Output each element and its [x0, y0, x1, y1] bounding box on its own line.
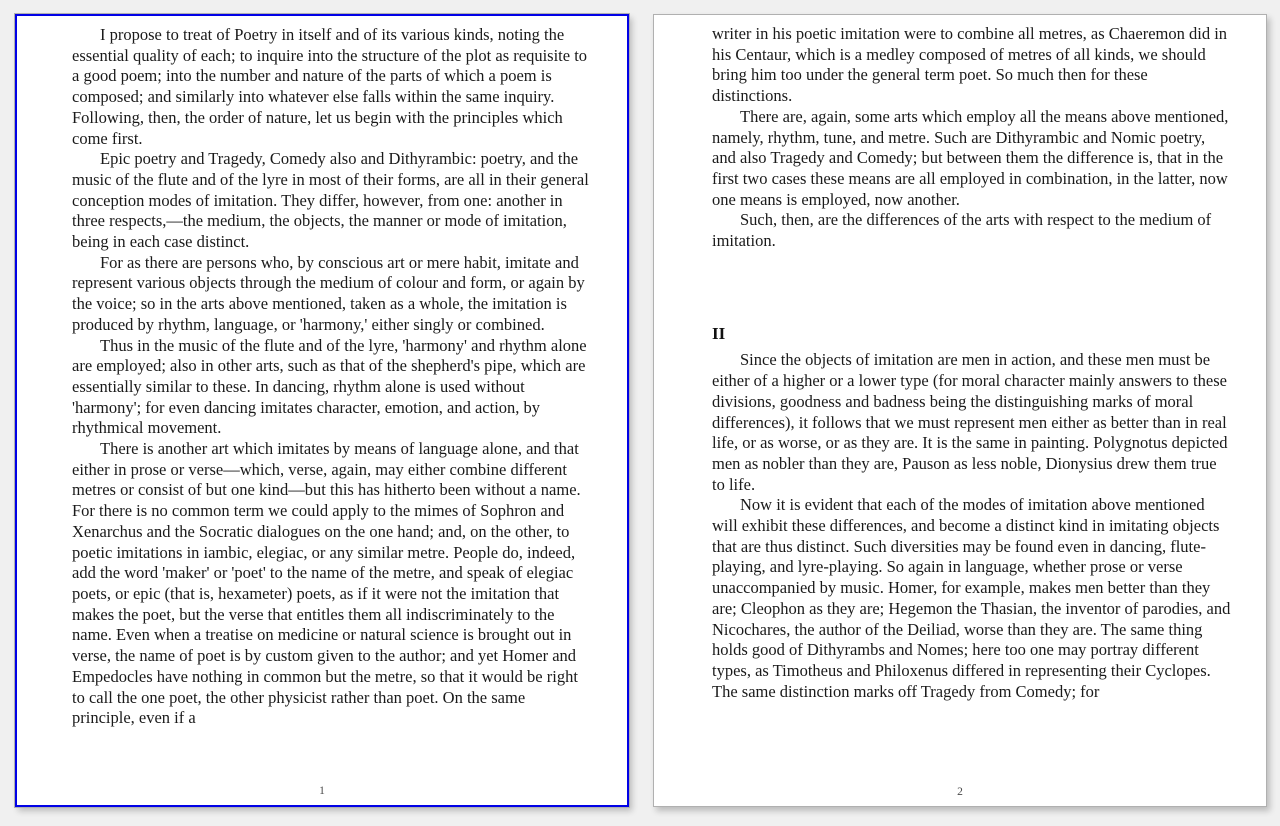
chapter-heading: II	[712, 323, 726, 343]
page-right[interactable]	[653, 14, 1267, 807]
paragraph: Such, then, are the differences of the arts with respect to the medium of imitation.	[712, 210, 1212, 251]
paragraph: Since the objects of imitation are men in action, and these men must be either of a higher or a lower type (for moral character mainly answers to these divisions, goodness and badness being the distinguishing marks of moral differences), it follows that we must represent men either as better than in real life, or as worse, or as they are. It is the same in painting. Polygnotus depicted men as nobler than they are, Pauson as less noble, Dionysius drew them true to life.	[712, 350, 1228, 494]
page-left-text	[17, 16, 627, 775]
paragraph: Thus in the music of the flute and of the lyre, 'harmony' and rhythm alone are employed; also in other arts, such as that of the shepherd's pipe, which are essentially similar to these. In dancing, rhythm alone is used without 'harmony'; for even dancing imitates character, emotion, and action, by rhythmical movement.	[72, 335, 587, 438]
paragraph: Now it is evident that each of the modes of imitation above mentioned will exhibit these differences, and become a distinct kind in imitating objects that are thus distinct. Such diversities may be found even in dancing, flute-playing, and lyre-playing. So again in language, whether prose or verse unaccompanied by music. Homer, for example, makes men better than they are; Cleophon as they are; Hegemon the Thasian, the inventor of parodies, and Nicochares, the author of the Deiliad, worse than they are. The same thing holds good of Dithyrambs and Nomes; here too one may portray different types, as Timotheus and Philoxenus differed in representing their Cyclopes. The same distinction marks off Tragedy from Comedy; for	[712, 495, 1231, 701]
page-left[interactable]	[15, 14, 629, 807]
paragraph: I propose to treat of Poetry in itself and of its various kinds, noting the essential quality of each; to inquire into the structure of the plot as requisite to a good poem; into the number and nature of the parts of which a poem is composed; and similarly into whatever else falls within the same inquiry. Following, then, the order of nature, let us begin with the principles which come first.	[72, 25, 588, 148]
paragraph: There are, again, some arts which employ all the means above mentioned, namely, rhythm, tune, and metre. Such are Dithyrambic and Nomic poetry, and also Tragedy and Comedy; but between them the difference is, that in the first two cases these means are all employed in combination, in the latter, now one means is employed, now another.	[712, 106, 1229, 209]
page-right-text	[654, 15, 1266, 776]
paragraph: There is another art which imitates by means of language alone, and that either in prose or verse—which, verse, again, may either combine different metres or consist of but one kind—but this has hitherto been without a name. For there is no common term we could apply to the mimes of Sophron and Xenarchus and the Socratic dialogues on the one hand; and, on the other, to poetic imitations in iambic, elegiac, or any similar metre. People do, indeed, add the word 'maker' or 'poet' to the name of the metre, and speak of elegiac poets, or epic (that is, hexameter) poets, as if it were not the imitation that makes the poet, but the verse that entitles them all indiscriminately to the name. Even when a treatise on medicine or natural science is brought out in verse, the name of poet is by custom given to the author; and yet Homer and Empedocles have nothing in common but the metre, so that it would be right to call the one poet, the other physicist rather than poet. On the same principle, even if a	[72, 439, 581, 728]
paragraph: writer in his poetic imitation were to combine all metres, as Chaeremon did in his Centaur, which is a medley composed of metres of all kinds, we should bring him too under the general term poet. So much then for these distinctions.	[712, 24, 1228, 106]
paragraph: Epic poetry and Tragedy, Comedy also and Dithyrambic: poetry, and the music of the flute and of the lyre in most of their forms, are all in their general conception modes of imitation. They differ, however, from one: another in three respects,—the medium, the objects, the manner or mode of imitation, being in each case distinct.	[72, 149, 589, 252]
page-number-right: 2	[957, 786, 963, 798]
page-number-left: 1	[319, 785, 325, 797]
paragraph: For as there are persons who, by conscious art or mere habit, imitate and represent various objects through the medium of colour and form, or again by the voice; so in the arts above mentioned, taken as a whole, the imitation is produced by rhythm, language, or 'harmony,' either singly or combined.	[72, 252, 585, 334]
